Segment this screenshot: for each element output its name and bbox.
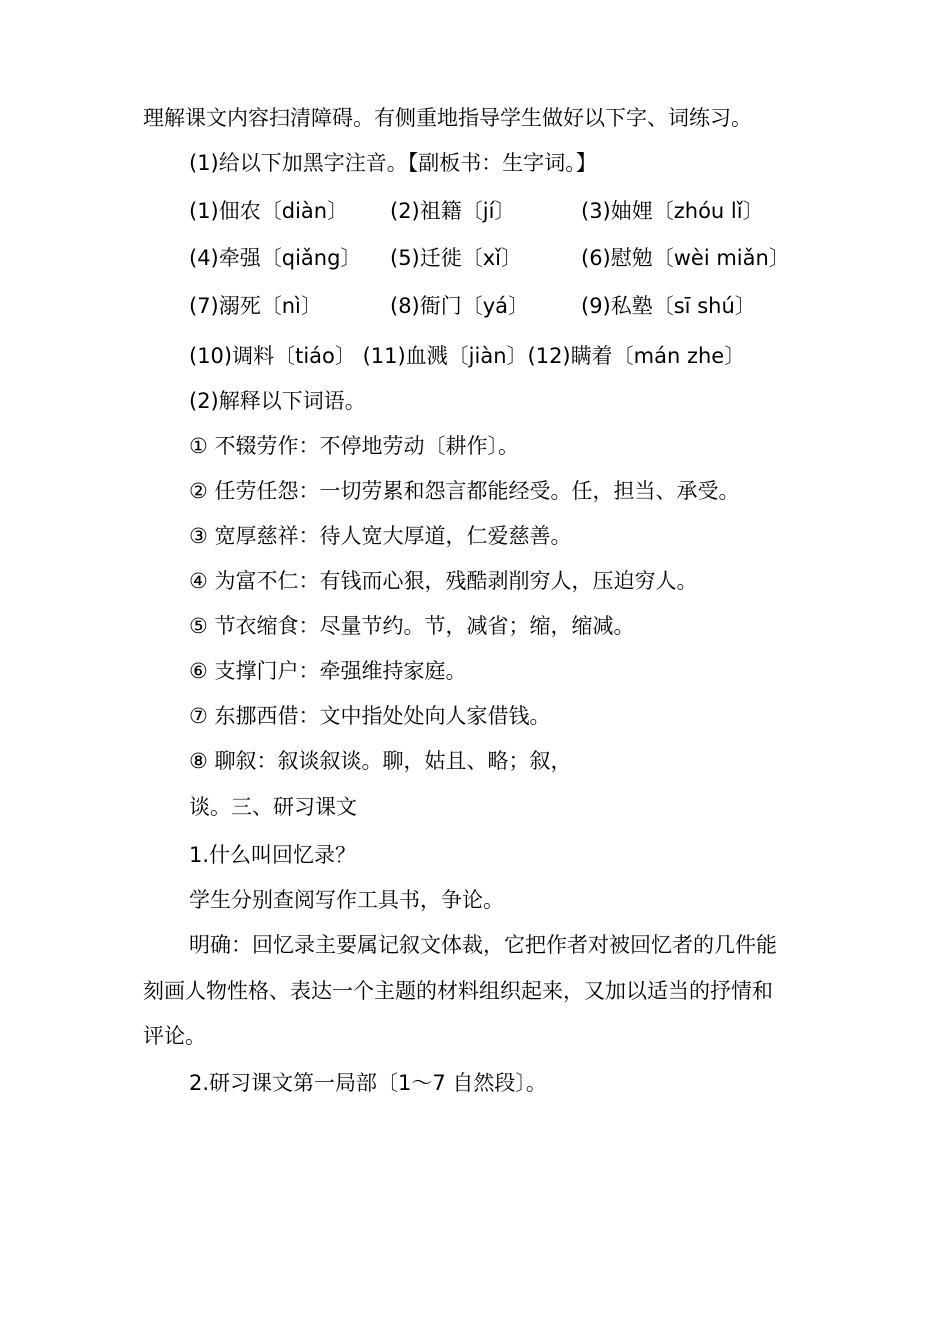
vocab-item: ⑤ 节衣缩食：尽量节约。节，减省；缩，缩减。 xyxy=(189,614,635,638)
paragraph-line: 刻画人物性格、表达一个主题的材料组织起来，又加以适当的抒情和 xyxy=(143,979,773,1003)
vocab-heading: (2)解释以下词语。 xyxy=(189,389,366,413)
question: 1.什么叫回忆录？ xyxy=(189,843,357,867)
paragraph-line: 学生分别查阅写作工具书，争论。 xyxy=(189,888,504,912)
paragraph-line: 理解课文内容扫清障碍。有侧重地指导学生做好以下字、词练习。 xyxy=(143,106,752,130)
section-heading: 谈。三、研习课文 xyxy=(189,795,357,819)
pinyin-row: (10)调料〔tiáo〕 (11)血溅〔jiàn〕(12)瞒着〔mán zhe〕 xyxy=(189,344,746,368)
pinyin-item: (7)溺死〔nì〕 xyxy=(189,294,322,318)
vocab-item: ⑧ 聊叙：叙谈叙谈。聊，姑且、略；叙， xyxy=(189,749,572,773)
pinyin-item: (9)私塾〔sī shú〕 xyxy=(581,294,756,318)
pinyin-item: (3)妯娌〔zhóu lǐ〕 xyxy=(581,199,764,223)
pinyin-item: (8)衙门〔yá〕 xyxy=(390,294,530,318)
vocab-item: ⑦ 东挪西借：文中指处处向人家借钱。 xyxy=(189,704,551,728)
paragraph-line: 评论。 xyxy=(143,1024,206,1048)
pinyin-item: (5)迁徙〔xǐ〕 xyxy=(390,246,523,270)
pinyin-item: (2)祖籍〔jí〕 xyxy=(390,199,516,223)
question: 2.研习课文第一局部〔1～7 自然段〕。 xyxy=(189,1071,547,1095)
paragraph-line: 明确：回忆录主要属记叙文体裁，它把作者对被回忆者的几件能 xyxy=(189,933,777,957)
pinyin-item: (6)慰勉〔wèi miǎn〕 xyxy=(581,246,790,270)
paragraph-line: (1)给以下加黑字注音。【副板书：生字词。】 xyxy=(189,151,597,175)
vocab-item: ① 不辍劳作：不停地劳动〔耕作〕。 xyxy=(189,434,520,458)
vocab-item: ③ 宽厚慈祥：待人宽大厚道，仁爱慈善。 xyxy=(189,524,572,548)
vocab-item: ⑥ 支撑门户：牵强维持家庭。 xyxy=(189,659,467,683)
pinyin-item: (4)牵强〔qiǎng〕 xyxy=(189,246,362,270)
vocab-item: ② 任劳任怨：一切劳累和怨言都能经受。任，担当、承受。 xyxy=(189,479,740,503)
vocab-item: ④ 为富不仁：有钱而心狠，残酷剥削穷人，压迫穷人。 xyxy=(189,569,698,593)
pinyin-item: (1)佃农〔diàn〕 xyxy=(189,199,349,223)
